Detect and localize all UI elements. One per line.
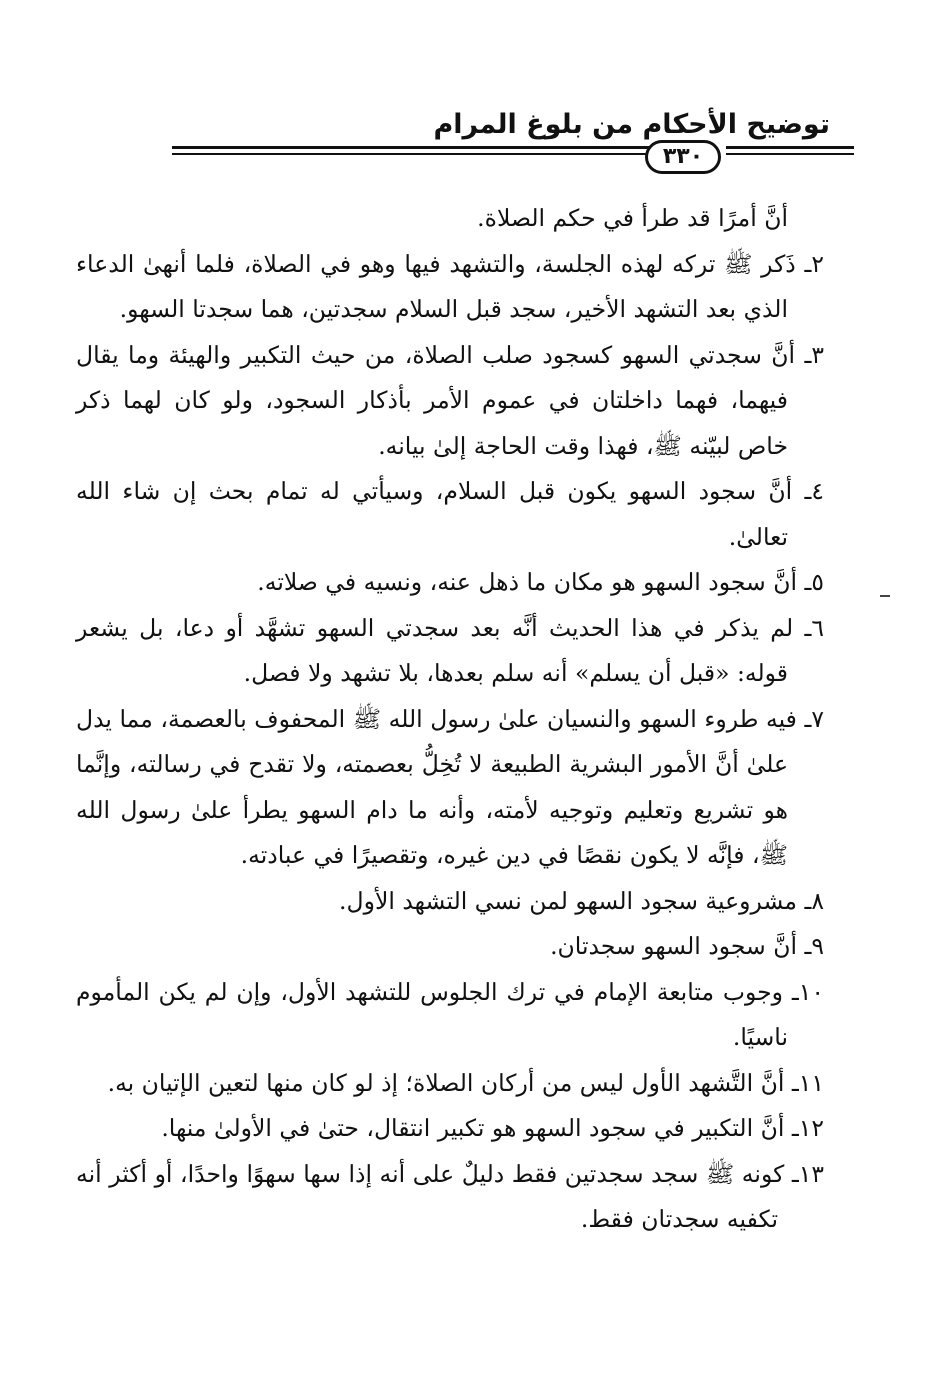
item-number: ١١ـ <box>791 1068 824 1097</box>
list-item <box>76 606 824 697</box>
item-number: ٤ـ <box>804 477 824 505</box>
item-text: أنَّ سجدتي السهو كسجود صلب الصلاة، من حيث التكبير والهيئة وما يقال فيهما، فهما داخلتان في عموم الأمر بأذكار السجود، ولو كان لهما ذكر خاص لبيّنه ﷺ، فهذا وقت الحاجة إلىٰ بيانه. <box>76 340 796 460</box>
list-item <box>76 560 824 606</box>
item-text: أنَّ أمرًا قد طرأ في حكم الصلاة. <box>477 204 788 232</box>
header-rule-bottom-right <box>726 153 854 155</box>
item-text: أنَّ سجود السهو يكون قبل السلام، وسيأتي له تمام بحث إن شاء الله تعالىٰ. <box>76 477 793 551</box>
margin-mark <box>880 595 890 597</box>
page-number: ٣٣٠ <box>645 140 721 174</box>
item-number: ٣ـ <box>804 340 824 369</box>
item-text: أنَّ سجود السهو سجدتان. <box>550 932 797 960</box>
header-rule-top-right <box>726 146 854 149</box>
list-item <box>76 924 824 970</box>
item-number: ٧ـ <box>804 704 824 733</box>
list-item <box>76 469 824 560</box>
item-number: ٥ـ <box>804 568 824 596</box>
item-number: ٦ـ <box>804 613 824 642</box>
item-number: ١٢ـ <box>791 1114 824 1142</box>
page-body <box>76 196 824 1243</box>
list-item <box>76 1061 824 1107</box>
item-number: ٢ـ <box>804 249 824 278</box>
item-number: ٨ـ <box>804 886 824 915</box>
item-number: ١٠ـ <box>791 977 824 1006</box>
item-text: لم يذكر في هذا الحديث أنَّه بعد سجدتي السهو تشهَّد أو دعا، بل يشعر قوله: «قبل أن يسلم» أنه سلم بعدها، بلا تشهد ولا فصل. <box>76 613 794 687</box>
header-rule-bottom-left <box>172 153 717 155</box>
list-item <box>76 196 824 242</box>
item-text: ذَكر ﷺ تركه لهذه الجلسة، والتشهد فيها وهو في الصلاة، فلما أنهىٰ الدعاء الذي بعد التشهد الأخير، سجد قبل السلام سجدتين، هما سجدتا السهو. <box>76 249 796 323</box>
list-item <box>76 1152 824 1243</box>
item-number: ١٣ـ <box>791 1159 824 1188</box>
item-text: أنَّ التكبير في سجود السهو هو تكبير انتقال، حتىٰ في الأولىٰ منها. <box>161 1114 785 1142</box>
book-title: توضيح الأحكام من بلوغ المرام <box>433 109 830 140</box>
item-text: أنَّ سجود السهو هو مكان ما ذهل عنه، ونسيه في صلاته. <box>257 568 797 596</box>
list-item <box>76 333 824 470</box>
item-text: فيه طروء السهو والنسيان علىٰ رسول الله ﷺ المحفوف بالعصمة، مما يدل علىٰ أنَّ الأمور البشرية الطبيعة لا تُخِلُّ بعصمته، ولا تقدح في رسالته، وإنَّما هو تشريع وتعليم وتوجيه لأمته، وأنه ما دام السهو يطرأ علىٰ رسول الله ﷺ، فإنَّه لا يكون نقصًا في دين غيره، وتقصيرًا في عبادته. <box>76 704 797 869</box>
list-item <box>76 1106 824 1152</box>
item-text: وجوب متابعة الإمام في ترك الجلوس للتشهد الأول، وإن لم يكن المأموم ناسيًا. <box>76 977 788 1051</box>
item-text: مشروعية سجود السهو لمن نسي التشهد الأول. <box>339 886 797 915</box>
list-item <box>76 879 824 925</box>
item-text: كونه ﷺ سجد سجدتين فقط دليلٌ على أنه إذا سها سهوًا واحدًا، أو أكثر أنه تكفيه سجدتان فقط. <box>76 1159 785 1233</box>
list-item <box>76 242 824 333</box>
item-number: ٩ـ <box>804 932 824 960</box>
header-rule-top-left <box>172 146 717 149</box>
item-text: أنَّ التَّشهد الأول ليس من أركان الصلاة؛ إذ لو كان منها لتعين الإتيان به. <box>107 1068 785 1097</box>
list-item <box>76 970 824 1061</box>
list-item <box>76 697 824 879</box>
